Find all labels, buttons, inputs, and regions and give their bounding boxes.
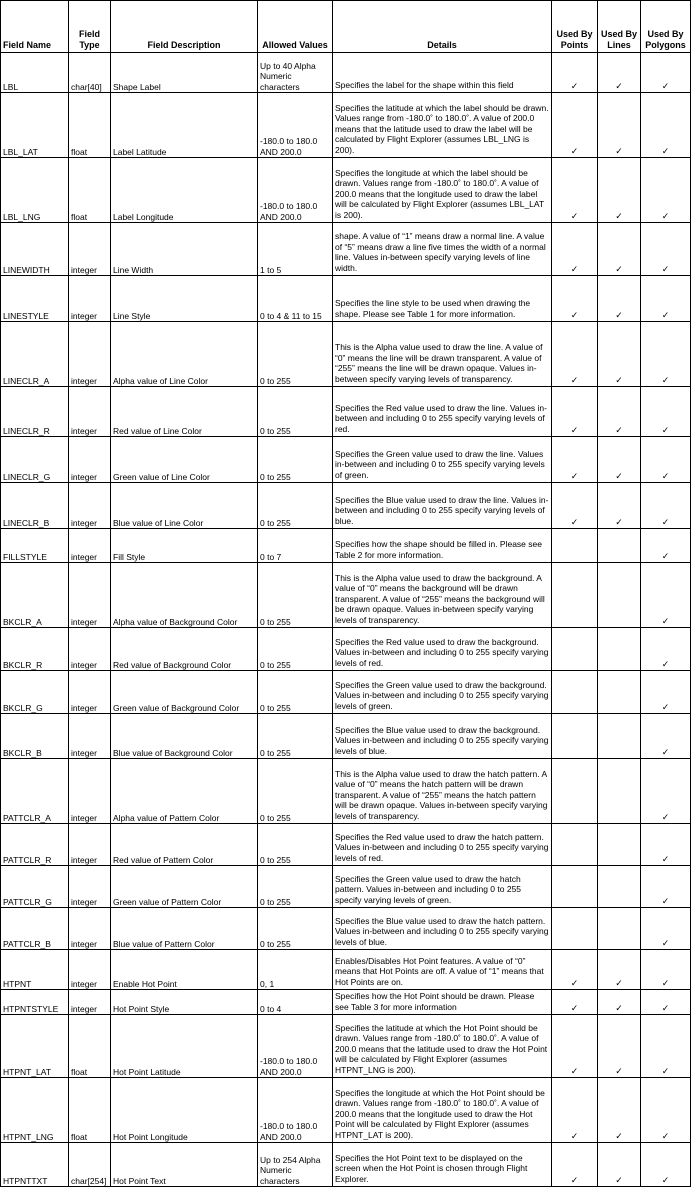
used-by-lines-check: ✓: [598, 1015, 641, 1078]
used-by-points-check: [552, 529, 598, 563]
used-by-points-check: ✓: [552, 990, 598, 1015]
details-cell: Specifies how the shape should be filled in. Please see Table 2 for more information.: [333, 529, 552, 563]
allowed-values-cell: -180.0 to 180.0 AND 200.0: [258, 1078, 333, 1143]
used-by-polygons-check: ✓: [641, 158, 691, 223]
table-row: [1, 563, 691, 628]
details-cell: Specifies the Blue value used to draw the line. Values in-between and including 0 to 255 specify varying levels of blue.: [333, 483, 552, 529]
used-by-polygons-check: ✓: [641, 1143, 691, 1187]
table-row: [1, 529, 691, 563]
field-description-cell: Label Longitude: [111, 158, 258, 223]
used-by-lines-check: ✓: [598, 990, 641, 1015]
field-type-cell: float: [69, 1015, 111, 1078]
used-by-points-check: ✓: [552, 483, 598, 529]
used-by-points-check: ✓: [552, 223, 598, 276]
details-cell: Specifies the Red value used to draw the line. Values in-between and including 0 to 255 specify varying levels of red.: [333, 387, 552, 437]
field-type-cell: integer: [69, 563, 111, 628]
used-by-polygons-check: ✓: [641, 628, 691, 671]
field-name-cell: HTPNT_LAT: [1, 1015, 69, 1078]
field-type-cell: float: [69, 158, 111, 223]
used-by-points-check: [552, 671, 598, 714]
used-by-polygons-check: ✓: [641, 908, 691, 950]
used-by-polygons-check: ✓: [641, 93, 691, 158]
field-description-cell: Alpha value of Pattern Color: [111, 759, 258, 824]
field-type-cell: integer: [69, 866, 111, 908]
field-type-cell: integer: [69, 759, 111, 824]
details-cell: Specifies the Blue value used to draw the background. Values in-between and including 0 to 255 specify varying levels of blue.: [333, 714, 552, 759]
field-type-cell: char[254]: [69, 1143, 111, 1187]
used-by-points-check: [552, 824, 598, 866]
used-by-points-check: [552, 866, 598, 908]
header-details: Details: [333, 1, 552, 53]
used-by-lines-check: [598, 759, 641, 824]
field-name-cell: BKCLR_G: [1, 671, 69, 714]
used-by-polygons-check: ✓: [641, 529, 691, 563]
header-field-description: Field Description: [111, 1, 258, 53]
used-by-polygons-check: ✓: [641, 1078, 691, 1143]
table-row: [1, 671, 691, 714]
field-description-cell: Green value of Pattern Color: [111, 866, 258, 908]
field-name-cell: HTPNTSTYLE: [1, 990, 69, 1015]
details-cell: Enables/Disables Hot Point features. A value of “0” means that Hot Points are off. A value of “1” means that Hot Points are on.: [333, 950, 552, 990]
used-by-polygons-check: ✓: [641, 437, 691, 483]
used-by-polygons-check: ✓: [641, 671, 691, 714]
details-cell: Specifies the Green value used to draw the hatch pattern. Values in-between and including 0 to 255 specify varying levels of green.: [333, 866, 552, 908]
field-name-cell: HTPNT: [1, 950, 69, 990]
used-by-points-check: ✓: [552, 950, 598, 990]
field-description-cell: Hot Point Longitude: [111, 1078, 258, 1143]
allowed-values-cell: 0 to 255: [258, 714, 333, 759]
field-name-cell: LINECLR_A: [1, 322, 69, 387]
used-by-polygons-check: ✓: [641, 990, 691, 1015]
used-by-points-check: ✓: [552, 53, 598, 93]
field-name-cell: LBL: [1, 53, 69, 93]
used-by-lines-check: ✓: [598, 483, 641, 529]
field-type-cell: char[40]: [69, 53, 111, 93]
allowed-values-cell: 0 to 255: [258, 628, 333, 671]
used-by-polygons-check: ✓: [641, 759, 691, 824]
used-by-polygons-check: ✓: [641, 563, 691, 628]
used-by-points-check: ✓: [552, 437, 598, 483]
field-type-cell: integer: [69, 387, 111, 437]
field-name-cell: LINECLR_G: [1, 437, 69, 483]
table-row: [1, 950, 691, 990]
used-by-points-check: ✓: [552, 1078, 598, 1143]
table-row: [1, 759, 691, 824]
field-name-cell: LINEWIDTH: [1, 223, 69, 276]
used-by-lines-check: ✓: [598, 93, 641, 158]
table-row: [1, 1143, 691, 1187]
used-by-lines-check: ✓: [598, 276, 641, 322]
table-row: [1, 322, 691, 387]
table-row: [1, 628, 691, 671]
header-used-by-polygons: Used By Polygons: [641, 1, 691, 53]
used-by-points-check: [552, 908, 598, 950]
field-name-cell: LINECLR_B: [1, 483, 69, 529]
used-by-polygons-check: ✓: [641, 483, 691, 529]
used-by-polygons-check: ✓: [641, 866, 691, 908]
field-description-cell: Hot Point Style: [111, 990, 258, 1015]
field-name-cell: FILLSTYLE: [1, 529, 69, 563]
allowed-values-cell: 0 to 255: [258, 824, 333, 866]
used-by-lines-check: ✓: [598, 223, 641, 276]
allowed-values-cell: 0 to 255: [258, 866, 333, 908]
allowed-values-cell: 0 to 255: [258, 387, 333, 437]
used-by-lines-check: ✓: [598, 437, 641, 483]
details-cell: Specifies the Red value used to draw the background. Values in-between and including 0 to 255 specify varying levels of red.: [333, 628, 552, 671]
table-row: [1, 990, 691, 1015]
allowed-values-cell: Up to 254 Alpha Numeric characters: [258, 1143, 333, 1187]
used-by-points-check: ✓: [552, 322, 598, 387]
field-type-cell: integer: [69, 223, 111, 276]
allowed-values-cell: -180.0 to 180.0 AND 200.0: [258, 93, 333, 158]
used-by-lines-check: ✓: [598, 950, 641, 990]
used-by-points-check: [552, 714, 598, 759]
details-cell: Specifies the longitude at which the Hot Point should be drawn. Values range from -180.0˚ to 180.0˚. A value of 200.0 means that the longitude used to draw the Hot Point will be calculated by Flight Explorer (assumes HTPNT_LAT is 200).: [333, 1078, 552, 1143]
table-row: [1, 158, 691, 223]
details-cell: Specifies the label for the shape within this field: [333, 53, 552, 93]
used-by-polygons-check: ✓: [641, 276, 691, 322]
field-type-cell: integer: [69, 671, 111, 714]
used-by-lines-check: [598, 563, 641, 628]
field-description-cell: Enable Hot Point: [111, 950, 258, 990]
field-name-cell: PATTCLR_A: [1, 759, 69, 824]
field-description-cell: Hot Point Latitude: [111, 1015, 258, 1078]
table-row: [1, 223, 691, 276]
allowed-values-cell: 0 to 255: [258, 908, 333, 950]
header-row: [1, 1, 691, 53]
table-row: [1, 437, 691, 483]
allowed-values-cell: 0 to 255: [258, 759, 333, 824]
used-by-lines-check: ✓: [598, 1143, 641, 1187]
table-row: [1, 1015, 691, 1078]
field-name-cell: LBL_LNG: [1, 158, 69, 223]
field-description-cell: Blue value of Line Color: [111, 483, 258, 529]
details-cell: Specifies the Red value used to draw the hatch pattern. Values in-between and including 0 to 255 specify varying levels of red.: [333, 824, 552, 866]
used-by-lines-check: ✓: [598, 158, 641, 223]
field-description-cell: Line Width: [111, 223, 258, 276]
used-by-points-check: ✓: [552, 387, 598, 437]
field-name-cell: BKCLR_A: [1, 563, 69, 628]
field-type-cell: integer: [69, 908, 111, 950]
field-type-cell: integer: [69, 990, 111, 1015]
used-by-polygons-check: ✓: [641, 223, 691, 276]
used-by-lines-check: ✓: [598, 53, 641, 93]
field-description-cell: Fill Style: [111, 529, 258, 563]
field-name-cell: HTPNT_LNG: [1, 1078, 69, 1143]
field-name-cell: PATTCLR_B: [1, 908, 69, 950]
field-description-cell: Green value of Line Color: [111, 437, 258, 483]
field-type-cell: float: [69, 93, 111, 158]
field-description-cell: Red value of Pattern Color: [111, 824, 258, 866]
field-type-cell: integer: [69, 322, 111, 387]
used-by-polygons-check: ✓: [641, 322, 691, 387]
details-cell: Specifies the Green value used to draw the line. Values in-between and including 0 to 255 specify varying levels of green.: [333, 437, 552, 483]
field-name-cell: PATTCLR_R: [1, 824, 69, 866]
details-cell: Specifies the longitude at which the label should be drawn. Values range from -180.0˚ to 180.0˚. A value of 200.0 means that the longitude used to draw the label will be calculated by Flight Explorer (assumes LBL_LAT is 200).: [333, 158, 552, 223]
allowed-values-cell: 0 to 255: [258, 483, 333, 529]
header-field-type: Field Type: [69, 1, 111, 53]
details-cell: This is the Alpha value used to draw the line. A value of “0” means the line will be drawn transparent. A value of “255” means the line will be drawn opaque. Values in-between specify varying levels of transparency.: [333, 322, 552, 387]
used-by-lines-check: [598, 866, 641, 908]
field-description-cell: Red value of Background Color: [111, 628, 258, 671]
used-by-lines-check: [598, 908, 641, 950]
field-type-cell: integer: [69, 529, 111, 563]
field-type-cell: integer: [69, 628, 111, 671]
used-by-polygons-check: ✓: [641, 824, 691, 866]
table-row: [1, 276, 691, 322]
field-description-cell: Line Style: [111, 276, 258, 322]
table-row: [1, 1078, 691, 1143]
field-description-cell: Label Latitude: [111, 93, 258, 158]
allowed-values-cell: 0 to 4: [258, 990, 333, 1015]
allowed-values-cell: 0 to 7: [258, 529, 333, 563]
used-by-polygons-check: ✓: [641, 53, 691, 93]
details-cell: This is the Alpha value used to draw the background. A value of “0” means the background will be drawn transparent. A value of “255” means the background will be drawn opaque. Values in-between specify varying levels of transparency.: [333, 563, 552, 628]
field-name-cell: BKCLR_B: [1, 714, 69, 759]
field-description-cell: Hot Point Text: [111, 1143, 258, 1187]
used-by-lines-check: [598, 714, 641, 759]
used-by-lines-check: ✓: [598, 387, 641, 437]
allowed-values-cell: 0 to 255: [258, 322, 333, 387]
used-by-polygons-check: ✓: [641, 387, 691, 437]
field-type-cell: integer: [69, 824, 111, 866]
allowed-values-cell: 0 to 255: [258, 563, 333, 628]
field-description-cell: Red value of Line Color: [111, 387, 258, 437]
used-by-lines-check: [598, 628, 641, 671]
field-description-cell: Shape Label: [111, 53, 258, 93]
used-by-polygons-check: ✓: [641, 950, 691, 990]
field-name-cell: HTPNTTXT: [1, 1143, 69, 1187]
used-by-polygons-check: ✓: [641, 1015, 691, 1078]
details-cell: Specifies the line style to be used when drawing the shape. Please see Table 1 for more information.: [333, 276, 552, 322]
field-type-cell: integer: [69, 437, 111, 483]
table-row: [1, 824, 691, 866]
used-by-points-check: [552, 563, 598, 628]
details-cell: This is the Alpha value used to draw the hatch pattern. A value of “0” means the hatch pattern will be drawn transparent. A value of “255” means the hatch pattern will be drawn opaque. Values in-between specify varying levels of transparency.: [333, 759, 552, 824]
used-by-lines-check: [598, 671, 641, 714]
field-description-cell: Green value of Background Color: [111, 671, 258, 714]
header-used-by-lines: Used By Lines: [598, 1, 641, 53]
used-by-points-check: ✓: [552, 93, 598, 158]
details-cell: Specifies the Green value used to draw the background. Values in-between and including 0 to 255 specify varying levels of green.: [333, 671, 552, 714]
table-row: [1, 387, 691, 437]
allowed-values-cell: 0 to 255: [258, 671, 333, 714]
field-name-cell: LBL_LAT: [1, 93, 69, 158]
details-cell: Specifies the Hot Point text to be displayed on the screen when the Hot Point is chosen through Flight Explorer.: [333, 1143, 552, 1187]
used-by-points-check: ✓: [552, 276, 598, 322]
field-description-cell: Blue value of Pattern Color: [111, 908, 258, 950]
details-cell: Specifies the Blue value used to draw the hatch pattern. Values in-between and including 0 to 255 specify varying levels of blue.: [333, 908, 552, 950]
table-row: [1, 93, 691, 158]
used-by-lines-check: [598, 824, 641, 866]
field-description-cell: Alpha value of Line Color: [111, 322, 258, 387]
field-type-cell: integer: [69, 483, 111, 529]
allowed-values-cell: Up to 40 Alpha Numeric characters: [258, 53, 333, 93]
field-type-cell: integer: [69, 276, 111, 322]
allowed-values-cell: 0 to 4 & 11 to 15: [258, 276, 333, 322]
allowed-values-cell: -180.0 to 180.0 AND 200.0: [258, 1015, 333, 1078]
used-by-points-check: [552, 628, 598, 671]
allowed-values-cell: 0 to 255: [258, 437, 333, 483]
header-used-by-points: Used By Points: [552, 1, 598, 53]
field-name-cell: PATTCLR_G: [1, 866, 69, 908]
field-name-cell: BKCLR_R: [1, 628, 69, 671]
details-cell: Specifies the latitude at which the Hot Point should be drawn. Values range from -180.0˚ to 180.0˚. A value of 200.0 means that the latitude used to draw the Hot Point will be calculated by Flight Explorer (assumes HTPNT_LNG is 200).: [333, 1015, 552, 1078]
field-description-cell: Alpha value of Background Color: [111, 563, 258, 628]
table-row: [1, 714, 691, 759]
used-by-lines-check: [598, 529, 641, 563]
table-row: [1, 483, 691, 529]
header-allowed-values: Allowed Values: [258, 1, 333, 53]
field-description-cell: Blue value of Background Color: [111, 714, 258, 759]
field-name-cell: LINESTYLE: [1, 276, 69, 322]
allowed-values-cell: -180.0 to 180.0 AND 200.0: [258, 158, 333, 223]
field-type-cell: integer: [69, 950, 111, 990]
details-cell: Specifies the latitude at which the label should be drawn. Values range from -180.0˚ to 180.0˚. A value of 200.0 means that the latitude used to draw the label will be calculated by Flight Explorer (assumes LBL_LNG is 200).: [333, 93, 552, 158]
used-by-points-check: ✓: [552, 1015, 598, 1078]
allowed-values-cell: 1 to 5: [258, 223, 333, 276]
used-by-points-check: [552, 759, 598, 824]
field-type-cell: float: [69, 1078, 111, 1143]
header-field-name: Field Name: [1, 1, 69, 53]
details-cell: Specifies how the Hot Point should be drawn. Please see Table 3 for more information: [333, 990, 552, 1015]
used-by-lines-check: ✓: [598, 322, 641, 387]
used-by-points-check: ✓: [552, 1143, 598, 1187]
table-body: [1, 53, 691, 1187]
used-by-lines-check: ✓: [598, 1078, 641, 1143]
used-by-polygons-check: ✓: [641, 714, 691, 759]
details-cell: shape. A value of “1” means draw a normal line. A value of “5” means draw a line five times the width of a normal line. Values in-between specify varying levels of line width.: [333, 223, 552, 276]
field-name-cell: LINECLR_R: [1, 387, 69, 437]
table-row: [1, 866, 691, 908]
table-row: [1, 53, 691, 93]
used-by-points-check: ✓: [552, 158, 598, 223]
allowed-values-cell: 0, 1: [258, 950, 333, 990]
table-row: [1, 908, 691, 950]
field-type-cell: integer: [69, 714, 111, 759]
